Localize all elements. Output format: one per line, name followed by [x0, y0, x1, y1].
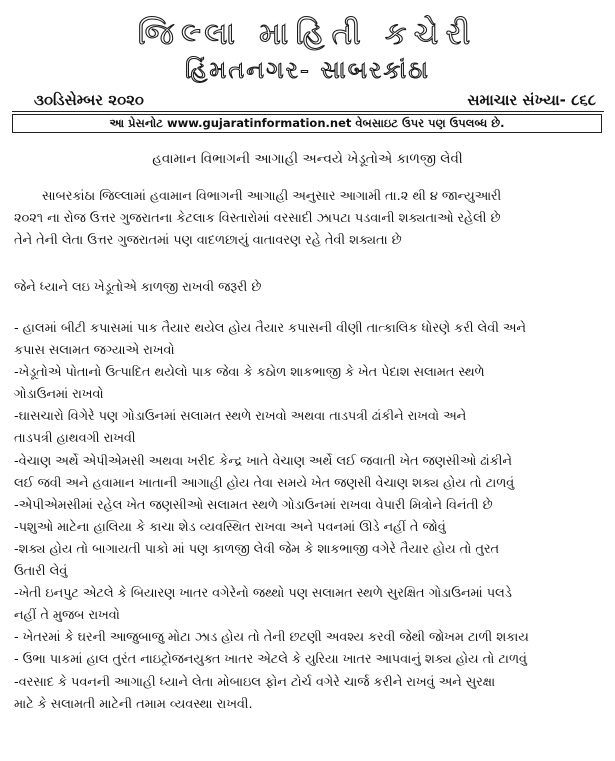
advice-line: -પશુઓ માટેના હાલિયા કે કાચા શેડ વ્યવસ્થિત રાખવા અને પવનમાં ઊડે નહીં તે જોવું: [14, 519, 446, 535]
intro-line: ૨૦૨૧ ના રોજ ઉત્તર ગુજરાતના કેટલાક વિસ્તારોમાં વરસાદી ઝાપટા પડવાની શક્યતાઓ રહેલી છે: [14, 211, 501, 226]
intro-line: તેને તેની લેતા ઉત્તર ગુજરાતમાં પણ વાદળછાયું વાતાવરણ રહે તેવી શક્યતા છે: [14, 233, 402, 248]
advice-line: લઈ જવી અને હવામાન ખાતાની આગાહી હોય તેવા સમયે ખેત જણસી વેચાણ શક્ય હોય તો ટાળવું: [14, 475, 515, 491]
advice-line: નહીં તે મુજબ રાખવો: [14, 608, 120, 624]
advice-line: કપાસ સલામત જગ્યાએ રાખવો: [14, 343, 175, 359]
advice-line: - ઉભા પાકમાં હાલ તુરંત નાઇટ્રોજનયુક્ત ખાતર એટલે કે યુરિયા ખાતર આપવાનું શક્ય હોય તો ટાળવું: [14, 652, 527, 668]
advice-line: માટે કે સલામતી માટેની તમામ વ્યવસ્થા રાખવી.: [14, 696, 253, 712]
advice-line: ગોડાઉનમાં રાખવો: [14, 387, 104, 403]
lead-line: જેને ધ્યાને લઇ ખેડૂતોએ કાળજી રાખવી જરૂરી છે: [14, 280, 262, 295]
advice-line: -ઘાસચારો વિગેરે પણ ગોડાઉનમાં સલામત સ્થળે રાખવો અથવા તાડપત્રી ઢાંકીને રાખવો અને: [14, 409, 467, 425]
advice-list: [14, 318, 606, 716]
press-release-title: હવામાન વિભાગની આગાહી અન્વયે ખેડૂતોએ કાળજી લેવી: [152, 151, 463, 167]
intro-line: સાબરકાંઠા જિલ્લામાં હવામાન વિભાગની આગાહી અનુસાર આગામી તા.૨ થી ૪ જાન્યુઆરી: [42, 189, 502, 204]
release-number: સમાચાર સંખ્યા- ૮૬૮: [467, 91, 596, 109]
advice-line: -એપીએમસીમાં રહેલ ખેત જણસીઓ સલામત સ્થળે ગોડાઉનમાં રાખવા વેપારી મિત્રોને વિનંતી છે: [14, 497, 493, 513]
advice-line: ઉતારી લેવું: [14, 564, 68, 580]
advice-line: -વરસાદ કે પવનની આગાહી ધ્યાને લેતા મોબાઇલ ફોન ટોર્ચ વગેરે ચાર્જ કરીને રાખવું અને સુરક્ષા: [14, 674, 496, 690]
lead-paragraph: [14, 277, 606, 299]
office-heading: જિલ્લા માહિતી કચેરી: [137, 16, 478, 52]
advice-line: -શક્ય હોય તો બાગાયતી પાકો માં પણ કાળજી લેવી જેમ કે શાકભાજી વગેરે તૈયાર હોય તો તુરત: [14, 541, 499, 557]
advice-line: તાડપત્રી હાથવગી રાખવી: [14, 431, 136, 447]
website-notice: આ પ્રેસનોટ www.gujaratinformation.net વેબસાઇટ ઉપર પણ ઉપલબ્ધ છે.: [12, 114, 602, 133]
release-meta-row: [12, 91, 604, 111]
header-divider: [12, 111, 604, 112]
advice-line: - હાલમાં બીટી કપાસમાં પાક તૈયાર થયેલ હોય તૈયાર કપાસની વીણી તાત્કાલિક ધોરણે કરી લેવી અને: [14, 321, 526, 336]
intro-paragraph: [14, 186, 606, 252]
location-heading: હિંમતનગર- સાબરકાંઠા: [184, 56, 431, 84]
advice-line: -ખેતી ઇનપુટ એટલે કે બિયારણ ખાતર વગેરેનો જથ્થો પણ સલામત સ્થળે સુરક્ષિત ગોડાઉનમાં પલડે: [14, 586, 512, 602]
advice-line: - ખેતરમાં કે ઘરની આજુબાજુ મોટા ઝાડ હોય તો તેની છટણી અવશ્ય કરવી જેથી જોખમ ટાળી શકાય: [14, 630, 529, 646]
release-date: ૩૦ડિસેમ્બર ૨૦૨૦: [34, 91, 144, 109]
advice-line: -ખેડૂતોએ પોતાનો ઉત્પાદિત થયેલો પાક જેવા કે કઠોળ શાકભાજી કે ખેત પેદાશ સલામત સ્થળે: [14, 365, 485, 381]
advice-line: -વેચાણ અર્થે એપીએમસી અથવા ખરીદ કેન્દ્ર ખાતે વેચાણ અર્થે લઈ જવાતી ખેત જણસીઓ ઢાંકીને: [14, 453, 512, 469]
